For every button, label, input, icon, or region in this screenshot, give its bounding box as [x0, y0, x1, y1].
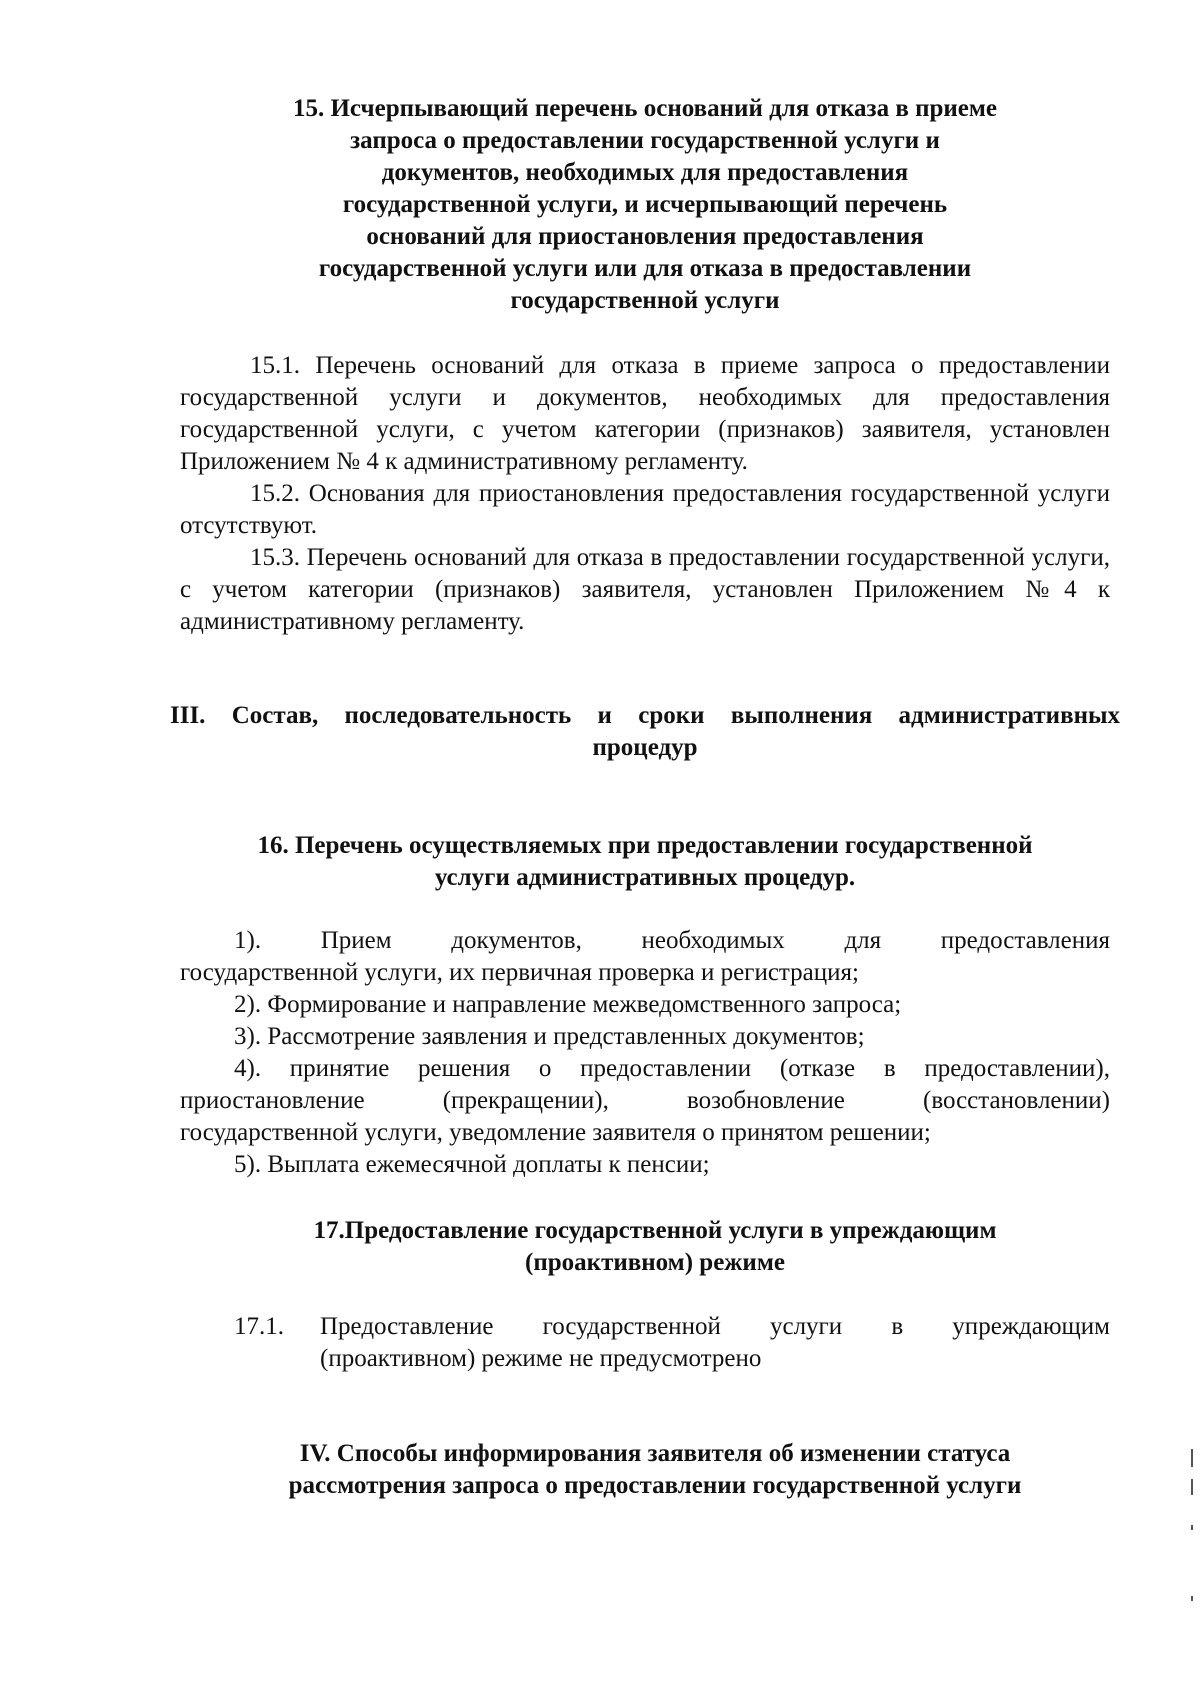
list-item-1-line1: 1). Прием документов, необходимых для предоставления — [234, 927, 1110, 954]
item-17-1-number: 17.1. — [234, 1313, 284, 1340]
section-III-heading-line1: III. Состав, последовательность и сроки выполнения административных — [170, 702, 1120, 729]
list-item-2: 2). Формирование и направление межведомственного запроса; — [234, 991, 902, 1018]
section-15-heading-line-2: запроса о предоставлении государственной услуги и — [350, 127, 940, 154]
section-15-heading-line-7: государственной услуги — [510, 287, 780, 314]
scan-mark — [1191, 1596, 1193, 1601]
item-17-1-line2: (проактивном) режиме не предусмотрено — [320, 1345, 762, 1372]
list-item-4-line2: приостановление (прекращении), возобновление (восстановлении) — [180, 1087, 1110, 1114]
section-IV-heading-line2: рассмотрения запроса о предоставлении государственной услуги — [288, 1472, 1022, 1499]
section-16-heading-line1: 16. Перечень осуществляемых при предоставлении государственной — [257, 832, 1033, 859]
section-15-heading-lines — [180, 93, 1110, 317]
list-item-5: 5). Выплата ежемесячной доплаты к пенсии; — [234, 1151, 710, 1178]
section-15-heading-line-6: государственной услуги или для отказа в предоставлении — [318, 255, 972, 282]
paragraph-15-1: 15.1. Перечень оснований для отказа в приеме запроса о предоставлении государственной услуги и документов, необходимых для предоставления государственной услуги, с учетом категории (признаков) заявителя, установлен Приложением № 4 к административному регламенту. — [180, 352, 1110, 475]
section-IV-heading-line1: IV. Способы информирования заявителя об изменении статуса — [299, 1440, 1011, 1467]
list-item-1-line2: государственной услуги, их первичная проверка и регистрация; — [180, 959, 859, 986]
section-17-heading — [250, 1215, 1060, 1279]
section-IV-heading — [220, 1438, 1090, 1502]
item-17-1-line1: Предоставление государственной услуги в упреждающим — [320, 1313, 1110, 1340]
section-17-heading-line2: (проактивном) режиме — [525, 1249, 785, 1276]
scan-mark — [1191, 1525, 1193, 1530]
list-item-3: 3). Рассмотрение заявления и представленных документов; — [234, 1023, 865, 1050]
section-15-heading-line-4: государственной услуги, и исчерпывающий перечень — [342, 191, 948, 218]
list-item-4-line3: государственной услуги, уведомление заявителя о принятом решении; — [180, 1119, 931, 1146]
section-17-heading-line1: 17.Предоставление государственной услуги в упреждающим — [313, 1217, 997, 1244]
section-16-heading — [180, 830, 1110, 894]
paragraph-15-3: 15.3. Перечень оснований для отказа в предоставлении государственной услуги, с учетом категории (признаков) заявителя, установлен Приложением №4 к административному регламенту. — [180, 544, 1110, 635]
section-16-heading-line2: услуги административных процедур. — [434, 864, 856, 891]
section-15-heading-line-1: 15. Исчерпывающий перечень оснований для отказа в приеме — [292, 95, 998, 122]
scan-mark — [1191, 1449, 1193, 1467]
section-15-heading — [180, 93, 1110, 317]
paragraph-15-2: 15.2. Основания для приостановления предоставления государственной услуги отсутствуют. — [180, 480, 1110, 539]
scan-mark — [1191, 1479, 1193, 1495]
list-item-4-line1: 4). принятие решения о предоставлении (отказе в предоставлении), — [234, 1055, 1110, 1082]
section-15-heading-line-5: оснований для приостановления предоставления — [366, 223, 924, 250]
section-III-heading-line2: процедур — [592, 734, 698, 761]
section-15-heading-line-3: документов, необходимых для предоставления — [381, 159, 909, 186]
section-III-heading — [170, 700, 1120, 764]
